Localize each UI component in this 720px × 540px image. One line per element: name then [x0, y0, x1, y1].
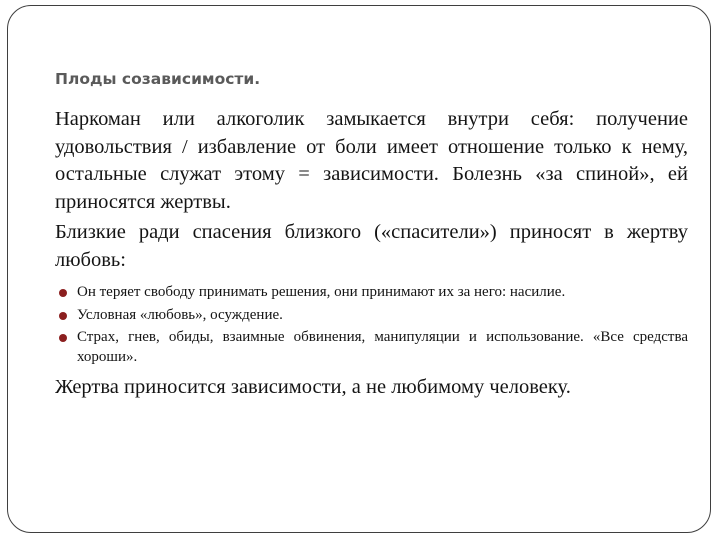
- slide-frame: [7, 5, 711, 533]
- slide-title: Плоды созависимости.: [55, 70, 261, 88]
- bullet-item: [55, 283, 688, 303]
- bullet-dot-icon: [59, 312, 67, 320]
- bullet-text: Условная «любовь», осуждение.: [77, 306, 283, 323]
- bullet-item: [55, 328, 688, 367]
- bullet-dot-icon: [59, 334, 67, 342]
- slide-body: [55, 106, 688, 405]
- closing-paragraph: Жертва приносится зависимости, а не любимому человеку.: [55, 376, 571, 398]
- bullet-text: Он теряет свободу принимать решения, они принимают их за него: насилие.: [77, 284, 566, 300]
- paragraph-2: Близкие ради спасения близкого («спасители») приносят в жертву любовь:: [55, 221, 688, 271]
- paragraph-1: Наркоман или алкоголик замыкается внутри себя: получение удовольствия / избавление от боли имеет отношение только к нему, остальные служат этому = зависимости. Болезнь «за спиной», ей приносятся жертвы.: [55, 108, 688, 213]
- bullet-dot-icon: [59, 289, 67, 297]
- bullet-list: [55, 283, 688, 367]
- bullet-item: [55, 306, 688, 326]
- bullet-text: Страх, гнев, обиды, взаимные обвинения, манипуляции и использование. «Все средства хороши».: [77, 329, 688, 365]
